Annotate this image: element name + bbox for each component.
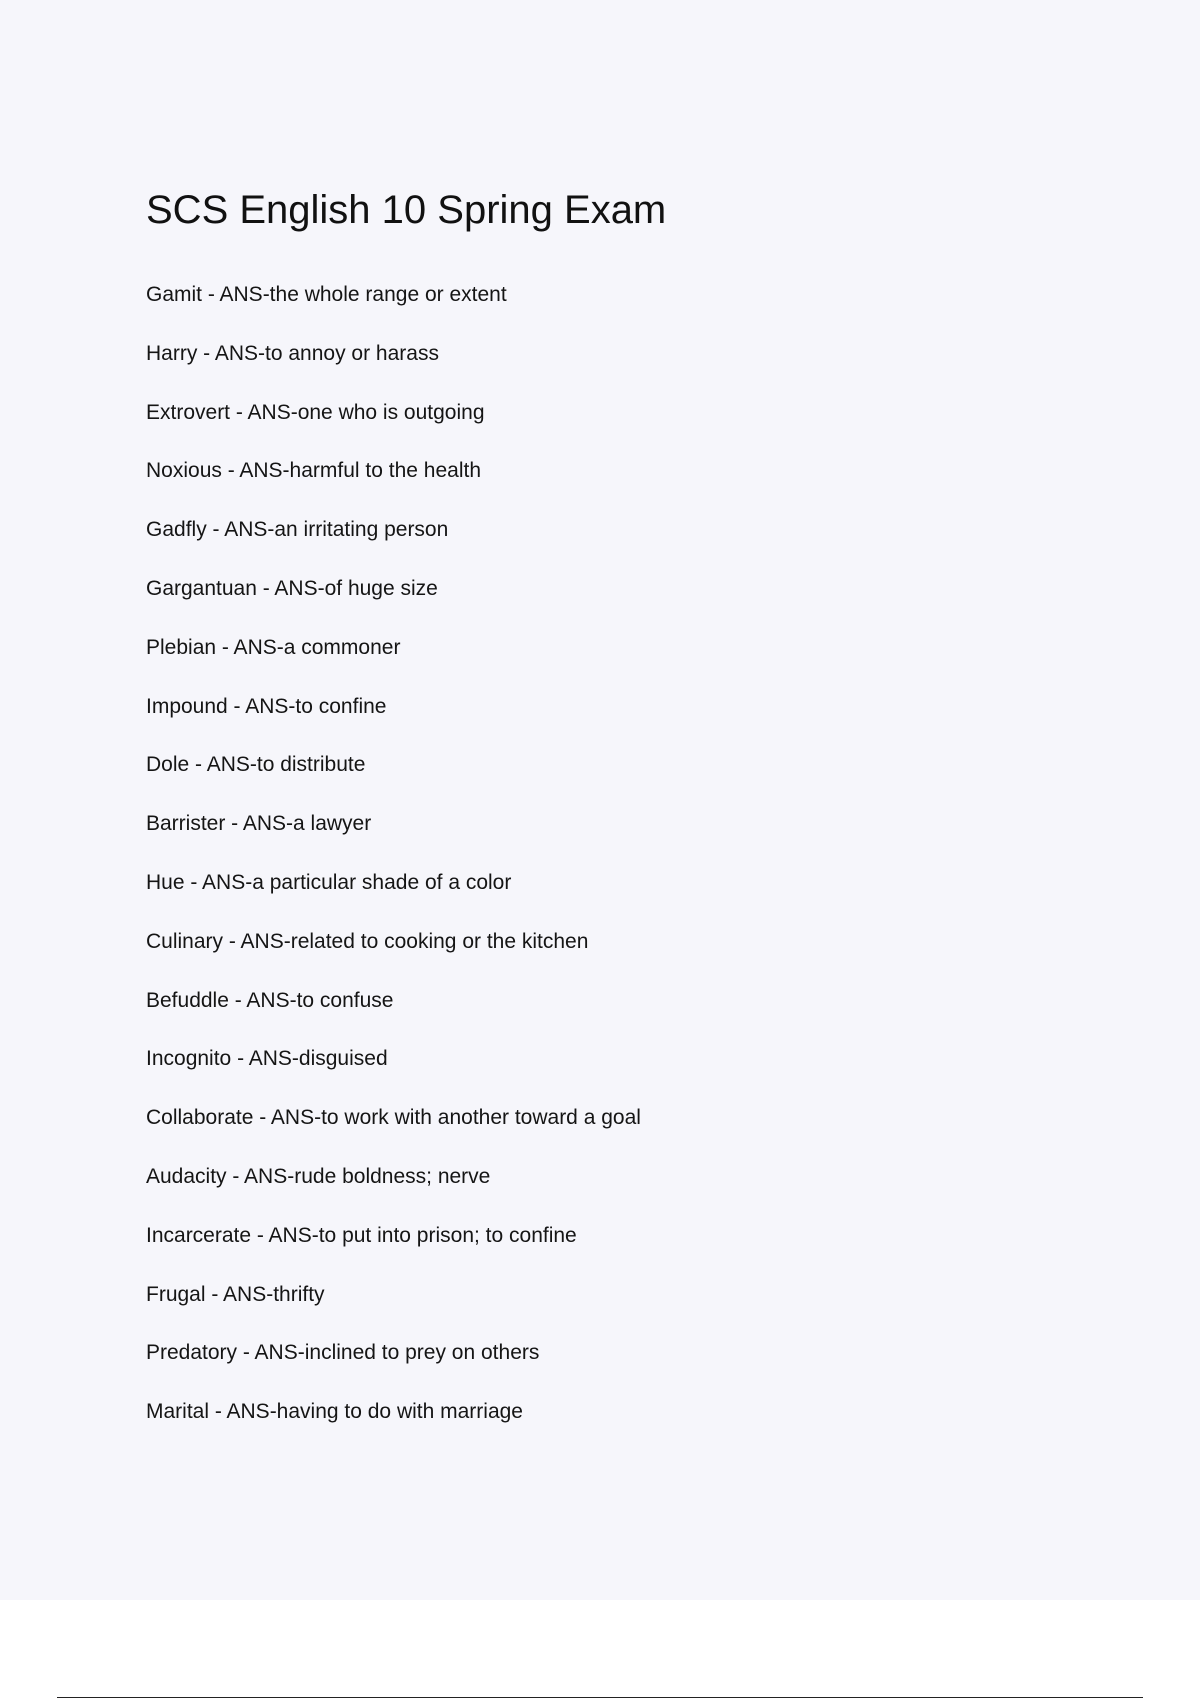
vocabulary-item: Marital - ANS-having to do with marriage <box>146 1400 523 1424</box>
vocabulary-item: Befuddle - ANS-to confuse <box>146 988 394 1012</box>
vocabulary-item: Incarcerate - ANS-to put into prison; to confine <box>146 1223 577 1247</box>
vocabulary-item: Plebian - ANS-a commoner <box>146 635 401 659</box>
vocabulary-item: Extrovert - ANS-one who is outgoing <box>146 400 485 424</box>
vocabulary-item: Barrister - ANS-a lawyer <box>146 812 372 836</box>
vocabulary-item: Gargantuan - ANS-of huge size <box>146 576 438 600</box>
vocabulary-item: Dole - ANS-to distribute <box>146 753 366 777</box>
document-title: SCS English 10 Spring Exam <box>146 188 667 232</box>
vocabulary-item: Gamit - ANS-the whole range or extent <box>146 283 507 306</box>
vocabulary-list <box>146 278 641 1454</box>
vocabulary-item: Culinary - ANS-related to cooking or the kitchen <box>146 929 589 953</box>
vocabulary-item: Predatory - ANS-inclined to prey on others <box>146 1341 540 1365</box>
vocabulary-item: Incognito - ANS-disguised <box>146 1047 388 1071</box>
vocabulary-item: Harry - ANS-to annoy or harass <box>146 341 439 365</box>
vocabulary-item: Audacity - ANS-rude boldness; nerve <box>146 1164 491 1188</box>
vocabulary-item: Impound - ANS-to confine <box>146 694 387 718</box>
vocabulary-item: Collaborate - ANS-to work with another toward a goal <box>146 1106 641 1130</box>
vocabulary-item: Noxious - ANS-harmful to the health <box>146 459 481 483</box>
footer-divider <box>57 1697 1143 1698</box>
vocabulary-item: Hue - ANS-a particular shade of a color <box>146 870 512 894</box>
vocabulary-item: Gadfly - ANS-an irritating person <box>146 518 449 542</box>
vocabulary-item: Frugal - ANS-thrifty <box>146 1282 325 1306</box>
